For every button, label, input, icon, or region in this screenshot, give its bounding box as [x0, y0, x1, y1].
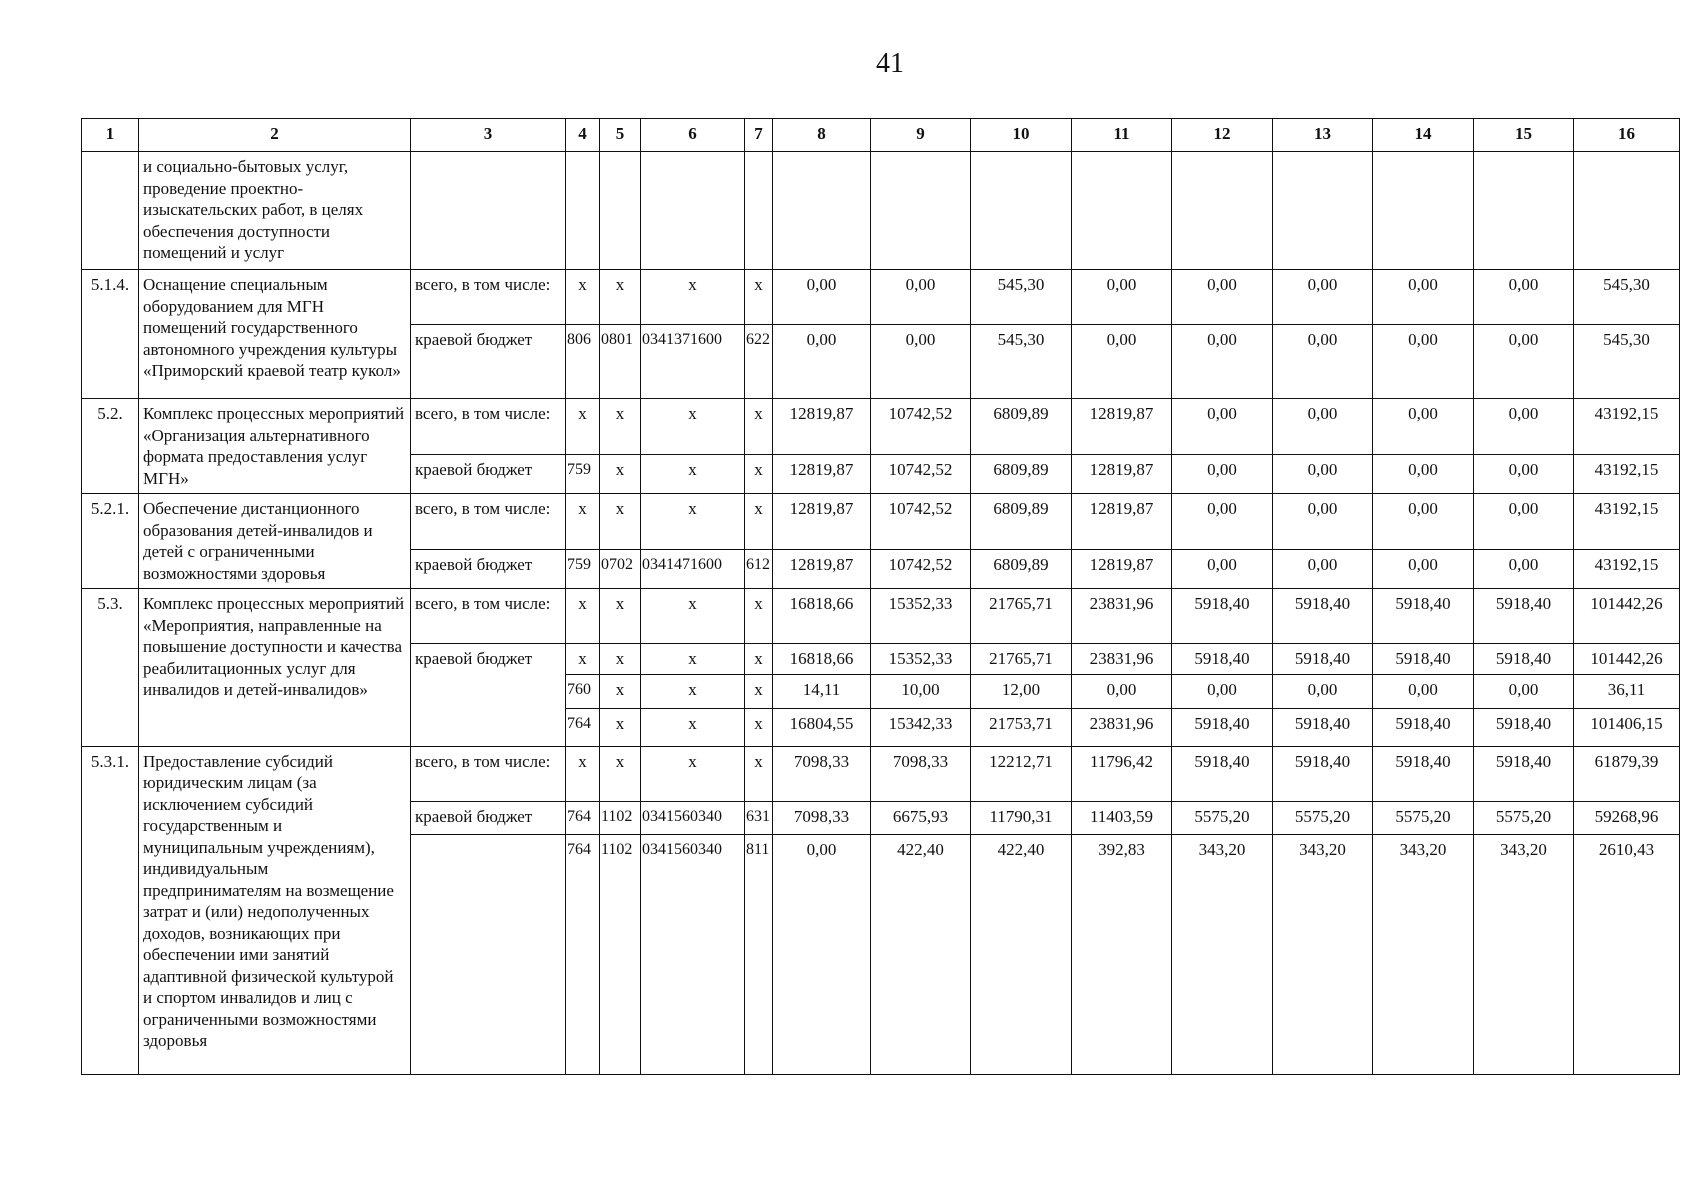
- value-cell: 2610,43: [1574, 834, 1680, 1074]
- code-cell: x: [566, 399, 600, 455]
- value-cell: 0,00: [1373, 399, 1474, 455]
- code-cell: 759: [566, 549, 600, 588]
- code-cell: x: [566, 589, 600, 644]
- code-cell: 622: [745, 325, 773, 399]
- value-cell: 14,11: [773, 674, 871, 708]
- code-cell: x: [566, 644, 600, 675]
- value-cell: 0,00: [1072, 270, 1172, 325]
- code-cell: x: [600, 399, 641, 455]
- value-cell: 12819,87: [773, 454, 871, 493]
- value-cell: 10,00: [871, 674, 971, 708]
- value-cell: 12819,87: [773, 399, 871, 455]
- value-cell: 0,00: [1373, 270, 1474, 325]
- table-row: [82, 270, 1680, 325]
- value-cell: 15352,33: [871, 589, 971, 644]
- code-cell: x: [641, 708, 745, 746]
- value-cell: 7098,33: [773, 746, 871, 801]
- header-cell: 3: [411, 119, 566, 152]
- value-cell: 0,00: [773, 270, 871, 325]
- value-cell: 21765,71: [971, 589, 1072, 644]
- cell: [411, 152, 566, 270]
- header-cell: 8: [773, 119, 871, 152]
- code-cell: x: [745, 644, 773, 675]
- value-cell: 5918,40: [1172, 708, 1273, 746]
- header-row: [82, 119, 1680, 152]
- item-name: Предоставление субсидий юридическим лицам (за исключением субсидий государственным и муниципальным учреждениям), индивидуальным предпринимателям на возмещение затрат и (или) недополученных доходов, возникающих при обеспечении ими занятий адаптивной физической культурой и спортом инвалидов и лиц с ограниченными возможностями здоровья: [139, 746, 411, 1074]
- value-cell: 0,00: [1273, 549, 1373, 588]
- cell: [1474, 152, 1574, 270]
- code-cell: x: [600, 674, 641, 708]
- cell: [600, 152, 641, 270]
- code-cell: x: [641, 494, 745, 550]
- code-cell: 0801: [600, 325, 641, 399]
- funding-source: [411, 834, 566, 1074]
- value-cell: 0,00: [1373, 494, 1474, 550]
- funding-source: краевой бюджет: [411, 801, 566, 834]
- value-cell: 0,00: [1172, 270, 1273, 325]
- header-cell: 5: [600, 119, 641, 152]
- value-cell: 43192,15: [1574, 494, 1680, 550]
- cell: [971, 152, 1072, 270]
- value-cell: 5918,40: [1273, 746, 1373, 801]
- value-cell: 5918,40: [1172, 644, 1273, 675]
- value-cell: 12212,71: [971, 746, 1072, 801]
- cell: [871, 152, 971, 270]
- value-cell: 6809,89: [971, 454, 1072, 493]
- code-cell: x: [600, 454, 641, 493]
- value-cell: 0,00: [1072, 674, 1172, 708]
- value-cell: 392,83: [1072, 834, 1172, 1074]
- value-cell: 5575,20: [1373, 801, 1474, 834]
- code-cell: x: [745, 674, 773, 708]
- code-cell: x: [641, 589, 745, 644]
- value-cell: 10742,52: [871, 399, 971, 455]
- code-cell: x: [600, 746, 641, 801]
- value-cell: 0,00: [1273, 494, 1373, 550]
- value-cell: 5918,40: [1172, 589, 1273, 644]
- value-cell: 16818,66: [773, 644, 871, 675]
- value-cell: 0,00: [1273, 325, 1373, 399]
- code-cell: 806: [566, 325, 600, 399]
- header-cell: 6: [641, 119, 745, 152]
- value-cell: 101442,26: [1574, 589, 1680, 644]
- value-cell: 0,00: [1172, 674, 1273, 708]
- header-cell: 12: [1172, 119, 1273, 152]
- value-cell: 5918,40: [1373, 644, 1474, 675]
- value-cell: 545,30: [971, 325, 1072, 399]
- value-cell: 12819,87: [1072, 494, 1172, 550]
- code-cell: 0341560340: [641, 834, 745, 1074]
- item-number: 5.3.1.: [82, 746, 139, 1074]
- code-cell: 764: [566, 708, 600, 746]
- value-cell: 5918,40: [1474, 589, 1574, 644]
- value-cell: 5575,20: [1172, 801, 1273, 834]
- item-number: 5.3.: [82, 589, 139, 747]
- value-cell: 0,00: [1373, 454, 1474, 493]
- item-name: Обеспечение дистанционного образования детей-инвалидов и детей с ограниченными возможностями здоровья: [139, 494, 411, 589]
- cell: [82, 152, 139, 270]
- page-number: 41: [876, 48, 904, 79]
- header-cell: 9: [871, 119, 971, 152]
- header-cell: 2: [139, 119, 411, 152]
- code-cell: 811: [745, 834, 773, 1074]
- value-cell: 5918,40: [1373, 746, 1474, 801]
- code-cell: x: [600, 708, 641, 746]
- value-cell: 11790,31: [971, 801, 1072, 834]
- code-cell: x: [745, 494, 773, 550]
- code-cell: x: [566, 746, 600, 801]
- value-cell: 0,00: [1474, 674, 1574, 708]
- value-cell: 12819,87: [1072, 454, 1172, 493]
- value-cell: 0,00: [1072, 325, 1172, 399]
- value-cell: 10742,52: [871, 494, 971, 550]
- value-cell: 23831,96: [1072, 589, 1172, 644]
- value-cell: 36,11: [1574, 674, 1680, 708]
- value-cell: 0,00: [871, 325, 971, 399]
- table-row: [82, 494, 1680, 550]
- funding-source: всего, в том числе:: [411, 270, 566, 325]
- header-cell: 4: [566, 119, 600, 152]
- item-name: Оснащение специальным оборудованием для МГН помещений государственного автономного учреждения культуры «Приморский краевой театр кукол»: [139, 270, 411, 399]
- value-cell: 59268,96: [1574, 801, 1680, 834]
- code-cell: 764: [566, 834, 600, 1074]
- value-cell: 12,00: [971, 674, 1072, 708]
- value-cell: 343,20: [1474, 834, 1574, 1074]
- table-row: [82, 399, 1680, 455]
- code-cell: x: [600, 589, 641, 644]
- code-cell: x: [745, 399, 773, 455]
- code-cell: x: [745, 746, 773, 801]
- header-cell: 14: [1373, 119, 1474, 152]
- value-cell: 422,40: [971, 834, 1072, 1074]
- cell: [745, 152, 773, 270]
- continuation-row: [82, 152, 1680, 270]
- code-cell: x: [745, 454, 773, 493]
- value-cell: 12819,87: [773, 549, 871, 588]
- value-cell: 5918,40: [1474, 708, 1574, 746]
- value-cell: 6809,89: [971, 399, 1072, 455]
- code-cell: 0341371600: [641, 325, 745, 399]
- code-cell: x: [641, 399, 745, 455]
- value-cell: 0,00: [1474, 549, 1574, 588]
- value-cell: 0,00: [1474, 494, 1574, 550]
- value-cell: 0,00: [1474, 454, 1574, 493]
- cell: [1172, 152, 1273, 270]
- value-cell: 0,00: [1273, 270, 1373, 325]
- value-cell: 5918,40: [1474, 746, 1574, 801]
- value-cell: 5918,40: [1273, 589, 1373, 644]
- value-cell: 5575,20: [1273, 801, 1373, 834]
- value-cell: 5918,40: [1172, 746, 1273, 801]
- value-cell: 16804,55: [773, 708, 871, 746]
- value-cell: 0,00: [1172, 494, 1273, 550]
- value-cell: 0,00: [1474, 325, 1574, 399]
- value-cell: 5918,40: [1273, 644, 1373, 675]
- value-cell: 0,00: [1373, 325, 1474, 399]
- cell: [641, 152, 745, 270]
- value-cell: 0,00: [1474, 270, 1574, 325]
- header-cell: 1: [82, 119, 139, 152]
- value-cell: 43192,15: [1574, 399, 1680, 455]
- value-cell: 23831,96: [1072, 644, 1172, 675]
- code-cell: x: [566, 494, 600, 550]
- funding-source: всего, в том числе:: [411, 494, 566, 550]
- value-cell: 43192,15: [1574, 549, 1680, 588]
- code-cell: 760: [566, 674, 600, 708]
- item-number: 5.2.: [82, 399, 139, 494]
- value-cell: 61879,39: [1574, 746, 1680, 801]
- code-cell: 612: [745, 549, 773, 588]
- cell: [1072, 152, 1172, 270]
- funding-source: краевой бюджет: [411, 644, 566, 747]
- value-cell: 422,40: [871, 834, 971, 1074]
- value-cell: 11796,42: [1072, 746, 1172, 801]
- value-cell: 6809,89: [971, 549, 1072, 588]
- cell: [773, 152, 871, 270]
- value-cell: 7098,33: [773, 801, 871, 834]
- code-cell: 1102: [600, 801, 641, 834]
- table-row: [82, 746, 1680, 801]
- header-cell: 10: [971, 119, 1072, 152]
- value-cell: 21765,71: [971, 644, 1072, 675]
- value-cell: 21753,71: [971, 708, 1072, 746]
- header-cell: 15: [1474, 119, 1574, 152]
- value-cell: 6675,93: [871, 801, 971, 834]
- value-cell: 10742,52: [871, 549, 971, 588]
- value-cell: 5918,40: [1273, 708, 1373, 746]
- code-cell: 764: [566, 801, 600, 834]
- code-cell: 759: [566, 454, 600, 493]
- header-cell: 11: [1072, 119, 1172, 152]
- value-cell: 7098,33: [871, 746, 971, 801]
- value-cell: 343,20: [1172, 834, 1273, 1074]
- item-name: Комплекс процессных мероприятий «Организация альтернативного формата предоставления услуг МГН»: [139, 399, 411, 494]
- value-cell: 11403,59: [1072, 801, 1172, 834]
- value-cell: 0,00: [1373, 674, 1474, 708]
- table-row: [82, 589, 1680, 644]
- value-cell: 5918,40: [1474, 644, 1574, 675]
- header-cell: 16: [1574, 119, 1680, 152]
- value-cell: 0,00: [1273, 399, 1373, 455]
- value-cell: 10742,52: [871, 454, 971, 493]
- value-cell: 545,30: [971, 270, 1072, 325]
- value-cell: 0,00: [773, 834, 871, 1074]
- funding-source: краевой бюджет: [411, 549, 566, 588]
- cell: [1273, 152, 1373, 270]
- value-cell: 101406,15: [1574, 708, 1680, 746]
- value-cell: 6809,89: [971, 494, 1072, 550]
- value-cell: 0,00: [1172, 325, 1273, 399]
- code-cell: x: [641, 454, 745, 493]
- code-cell: x: [745, 708, 773, 746]
- funding-source: всего, в том числе:: [411, 589, 566, 644]
- value-cell: 0,00: [1373, 549, 1474, 588]
- cell: [566, 152, 600, 270]
- code-cell: 631: [745, 801, 773, 834]
- value-cell: 0,00: [1474, 399, 1574, 455]
- value-cell: 101442,26: [1574, 644, 1680, 675]
- value-cell: 0,00: [1172, 454, 1273, 493]
- funding-source: краевой бюджет: [411, 325, 566, 399]
- value-cell: 343,20: [1273, 834, 1373, 1074]
- code-cell: x: [600, 494, 641, 550]
- value-cell: 0,00: [1273, 454, 1373, 493]
- code-cell: x: [641, 746, 745, 801]
- code-cell: x: [600, 270, 641, 325]
- value-cell: 15352,33: [871, 644, 971, 675]
- code-cell: x: [641, 674, 745, 708]
- cell: [1373, 152, 1474, 270]
- code-cell: 0341560340: [641, 801, 745, 834]
- funding-source: всего, в том числе:: [411, 399, 566, 455]
- value-cell: 12819,87: [1072, 399, 1172, 455]
- cell: [1574, 152, 1680, 270]
- value-cell: 43192,15: [1574, 454, 1680, 493]
- value-cell: 0,00: [1172, 549, 1273, 588]
- funding-source: всего, в том числе:: [411, 746, 566, 801]
- value-cell: 23831,96: [1072, 708, 1172, 746]
- value-cell: 12819,87: [773, 494, 871, 550]
- value-cell: 5575,20: [1474, 801, 1574, 834]
- code-cell: x: [566, 270, 600, 325]
- value-cell: 0,00: [1273, 674, 1373, 708]
- item-name: и социально-бытовых услуг, проведение проектно-изыскательских работ, в целях обеспечения доступности помещений и услуг: [139, 152, 411, 270]
- funding-source: краевой бюджет: [411, 454, 566, 493]
- code-cell: x: [641, 270, 745, 325]
- value-cell: 0,00: [871, 270, 971, 325]
- value-cell: 343,20: [1373, 834, 1474, 1074]
- item-number: 5.1.4.: [82, 270, 139, 399]
- item-number: 5.2.1.: [82, 494, 139, 589]
- header-cell: 7: [745, 119, 773, 152]
- code-cell: 0341471600: [641, 549, 745, 588]
- value-cell: 12819,87: [1072, 549, 1172, 588]
- value-cell: 16818,66: [773, 589, 871, 644]
- budget-table: [81, 118, 1680, 1075]
- header-cell: 13: [1273, 119, 1373, 152]
- value-cell: 5918,40: [1373, 708, 1474, 746]
- value-cell: 0,00: [1172, 399, 1273, 455]
- value-cell: 15342,33: [871, 708, 971, 746]
- code-cell: x: [600, 644, 641, 675]
- code-cell: x: [745, 589, 773, 644]
- value-cell: 5918,40: [1373, 589, 1474, 644]
- code-cell: x: [641, 644, 745, 675]
- value-cell: 545,30: [1574, 270, 1680, 325]
- code-cell: 0702: [600, 549, 641, 588]
- value-cell: 545,30: [1574, 325, 1680, 399]
- code-cell: 1102: [600, 834, 641, 1074]
- item-name: Комплекс процессных мероприятий «Мероприятия, направленные на повышение доступности и качества реабилитационных услуг для инвалидов и детей-инвалидов»: [139, 589, 411, 747]
- code-cell: x: [745, 270, 773, 325]
- value-cell: 0,00: [773, 325, 871, 399]
